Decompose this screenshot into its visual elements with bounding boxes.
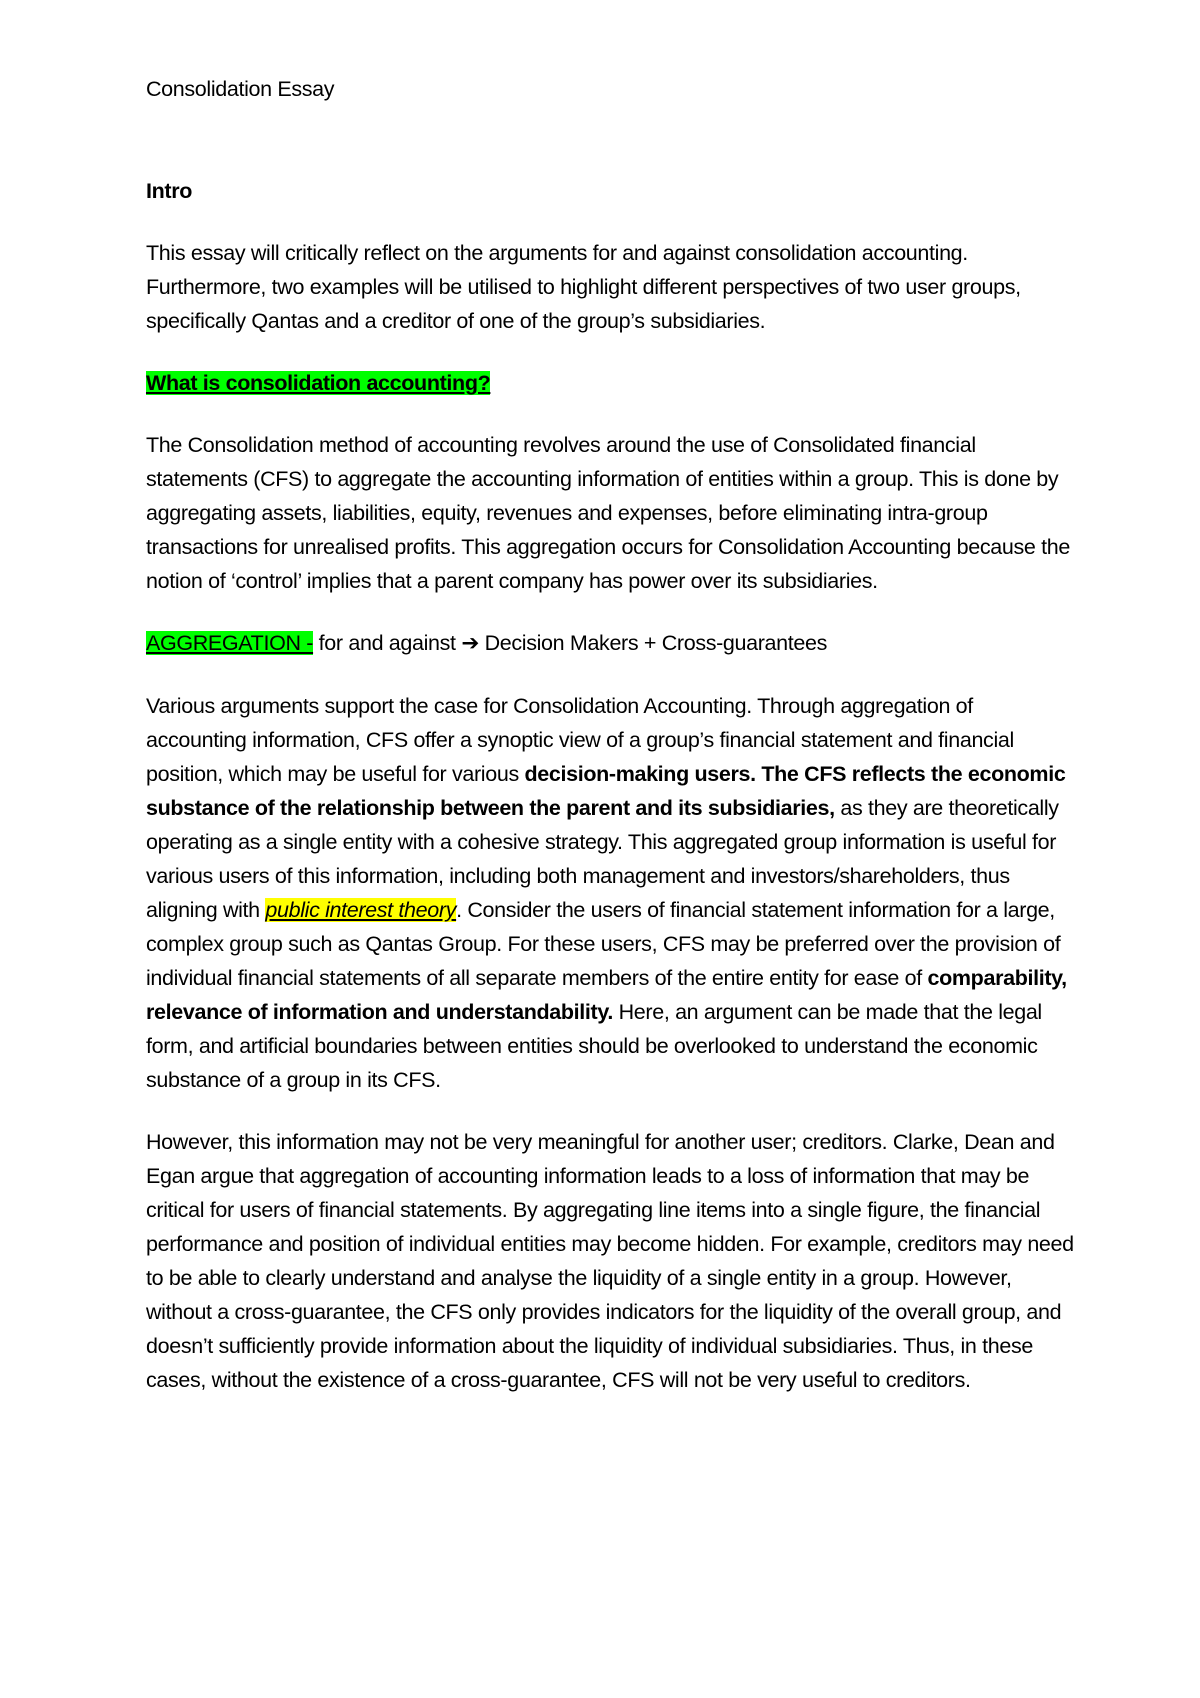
document-title: Consolidation Essay — [146, 77, 335, 101]
arrow-right-icon: ➔ — [461, 631, 479, 656]
intro-paragraph: This essay will critically reflect on the arguments for and against consolidation accounting. Furthermore, two examples will be utilised to highlight different perspectives of two user groups, specifically Qantas and a creditor of one of the group’s subsidiaries. — [146, 241, 1021, 333]
aggregation-heading-highlight: AGGREGATION - — [146, 631, 314, 655]
para1-segment-4: Here, an argument can be made that the legal form, and artificial boundaries between entities should be overlooked to understand the economic substance of a group in its CFS. — [146, 1000, 1042, 1092]
aggregation-heading — [146, 626, 1076, 661]
para1-segment-1: Various arguments support the case for Consolidation Accounting. Through aggregation of accounting information, CFS offer a synoptic view of a group’s financial statement and financial position, which may be useful for various — [146, 694, 1014, 786]
what-is-heading-highlight: What is consolidation accounting? — [146, 371, 491, 395]
aggregation-paragraph-1 — [146, 689, 1076, 1097]
aggregation-heading-tail: Decision Makers + Cross-guarantees — [478, 631, 828, 655]
para1-segment-3: . Consider the users of financial statement information for a large, complex group such as Qantas Group. For these users, CFS may be preferred over the provision of individual financial statements of all separate members of the entire entity for ease of — [146, 898, 1061, 990]
public-interest-highlight: public interest theory — [265, 898, 457, 922]
para1-bold-1: decision-making users. The CFS reflects the economic substance of the relationship between the parent and its subsidiaries, — [146, 762, 1066, 820]
document-body — [146, 72, 1076, 1397]
aggregation-heading-text: for and against — [313, 631, 462, 655]
what-is-heading — [146, 366, 1076, 400]
what-is-paragraph: The Consolidation method of accounting revolves around the use of Consolidated financial statements (CFS) to aggregate the accounting information of entities within a group. This is done by aggregating assets, liabilities, equity, revenues and expenses, before eliminating intra-group transactions for unrealised profits. This aggregation occurs for Consolidation Accounting because the notion of ‘control’ implies that a parent company has power over its subsidiaries. — [146, 433, 1070, 593]
para1-bold-2: comparability, relevance of information and understandability. — [146, 966, 1067, 1024]
aggregation-paragraph-2: However, this information may not be very meaningful for another user; creditors. Clarke, Dean and Egan argue that aggregation of accounting information leads to a loss of information that may be critical for users of financial statements. By aggregating line items into a single figure, the financial performance and position of individual entities may become hidden. For example, creditors may need to be able to clearly understand and analyse the liquidity of a single entity in a group. However, without a cross-guarantee, the CFS only provides indicators for the liquidity of the overall group, and doesn’t sufficiently provide information about the liquidity of individual subsidiaries. Thus, in these cases, without the existence of a cross-guarantee, CFS will not be very useful to creditors. — [146, 1130, 1074, 1392]
intro-label: Intro — [146, 179, 193, 203]
para1-segment-2: as they are theoretically operating as a single entity with a cohesive strategy. This aggregated group information is useful for various users of this information, including both management and investors/shareholders, thus aligning with — [146, 796, 1059, 922]
